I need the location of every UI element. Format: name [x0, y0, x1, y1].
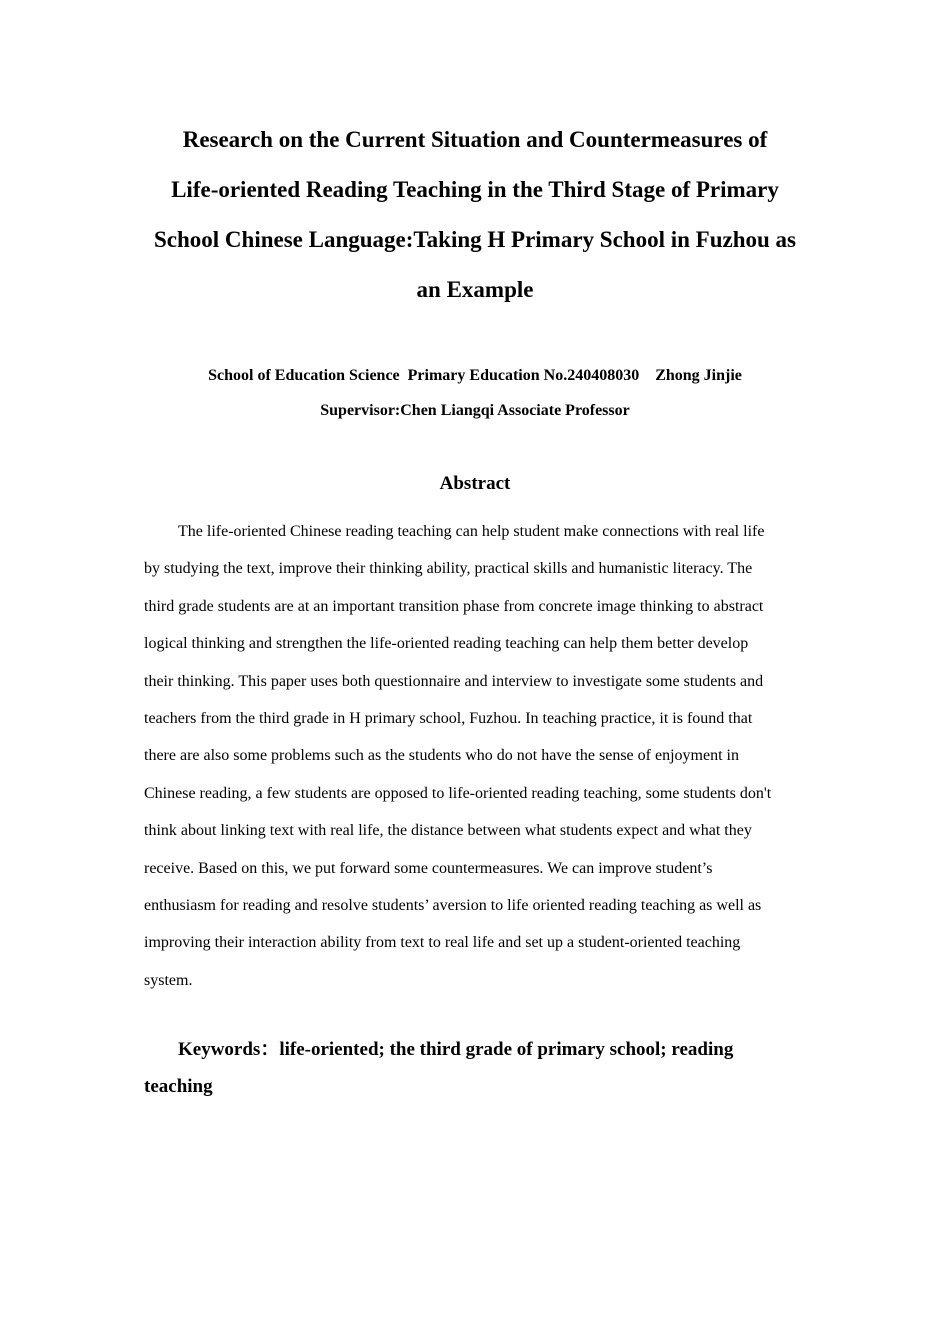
title-line: Life-oriented Reading Teaching in the Third Stage of Primary — [171, 177, 779, 202]
abstract-line: by studying the text, improve their thinking ability, practical skills and humanistic literacy. The — [144, 560, 753, 578]
keywords-line: Keywords：life-oriented; the third grade of primary school; reading — [178, 1039, 734, 1060]
abstract-line: system. — [144, 971, 193, 989]
abstract-line: improving their interaction ability from text to real life and set up a student-oriented teaching — [144, 934, 741, 952]
abstract-line: Chinese reading, a few students are opposed to life-oriented reading teaching, some students don't — [144, 784, 772, 802]
abstract-line: enthusiasm for reading and resolve students’ aversion to life oriented reading teaching as well as — [144, 897, 762, 915]
abstract-line: there are also some problems such as the students who do not have the sense of enjoyment in — [144, 747, 739, 765]
abstract-body — [144, 513, 809, 999]
abstract-heading: Abstract — [439, 473, 511, 494]
title-line: School Chinese Language:Taking H Primary School in Fuzhou as — [154, 227, 796, 252]
abstract-line: third grade students are at an important transition phase from concrete image thinking to abstract — [144, 597, 764, 615]
abstract-line: teachers from the third grade in H primary school, Fuzhou. In teaching practice, it is found that — [144, 710, 753, 728]
author-info: School of Education Science Primary Education No.240408030 Zhong Jinjie — [208, 367, 742, 384]
keywords — [144, 1031, 809, 1105]
abstract-line: The life-oriented Chinese reading teaching can help student make connections with real life — [178, 523, 765, 540]
title-line: an Example — [416, 277, 534, 302]
keywords-line: teaching — [144, 1076, 213, 1097]
title-line: Research on the Current Situation and Countermeasures of — [182, 127, 768, 152]
supervisor-info: Supervisor:Chen Liangqi Associate Professor — [320, 402, 630, 419]
abstract-line: logical thinking and strengthen the life-oriented reading teaching can help them better develop — [144, 635, 749, 653]
abstract-line: receive. Based on this, we put forward some countermeasures. We can improve student’s — [144, 859, 713, 877]
abstract-line: their thinking. This paper uses both questionnaire and interview to investigate some students and — [144, 672, 764, 690]
abstract-line: think about linking text with real life, the distance between what students expect and what they — [144, 822, 752, 840]
paper-title — [140, 115, 810, 315]
